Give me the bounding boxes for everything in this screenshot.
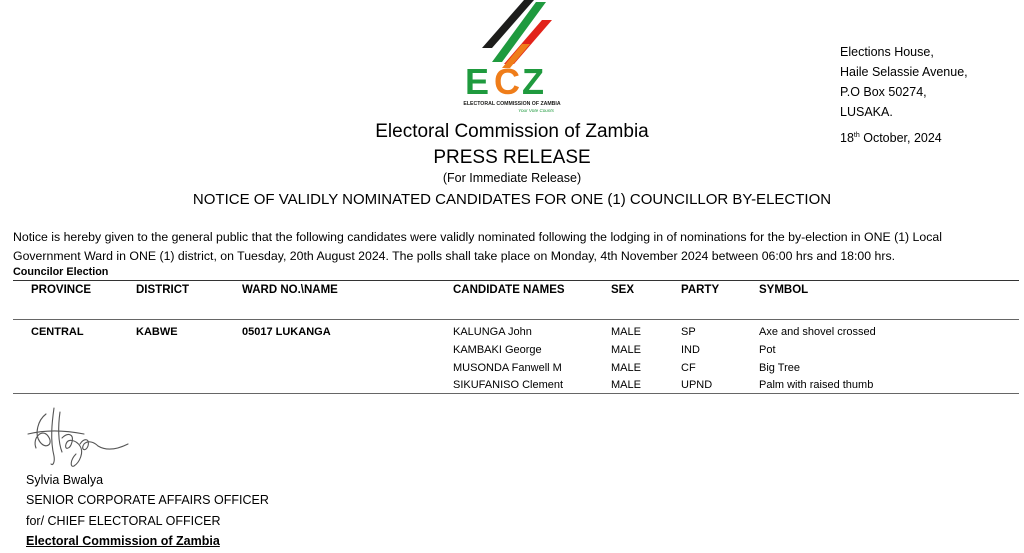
org-title: Electoral Commission of Zambia xyxy=(375,121,649,142)
signatory-for: for/ CHIEF ELECTORAL OFFICER xyxy=(26,514,221,528)
logo-letter-e: E xyxy=(465,61,490,102)
ecz-logo xyxy=(462,0,562,122)
header-sex: SEX xyxy=(611,284,635,296)
header-ward: WARD NO.\NAME xyxy=(242,284,338,296)
cell-district: KABWE xyxy=(136,326,178,338)
logo-caption: ELECTORAL COMMISSION OF ZAMBIA xyxy=(463,101,561,107)
header-candidate-names: CANDIDATE NAMES xyxy=(453,284,565,296)
cell-symbol: Axe and shovel crossed xyxy=(759,326,876,338)
signatory-org: Electoral Commission of Zambia xyxy=(26,534,220,548)
cell-sex: MALE xyxy=(611,362,641,374)
header-province: PROVINCE xyxy=(31,284,92,296)
table-top-rule xyxy=(13,280,1019,281)
signatory-title: SENIOR CORPORATE AFFAIRS OFFICER xyxy=(26,493,269,507)
table-header-rule xyxy=(13,319,1019,320)
notice-line: Government Ward in ONE (1) district, on Tuesday, 20th August 2024. The polls shall take place on Monday, 4th November 2024 between 06:00 hrs and 18:00 hrs. xyxy=(13,249,896,263)
press-release-title: PRESS RELEASE xyxy=(433,147,591,168)
cell-sex: MALE xyxy=(611,344,641,356)
cell-party: IND xyxy=(681,344,700,356)
cell-sex: MALE xyxy=(611,379,641,391)
cell-party: UPND xyxy=(681,379,713,391)
address-line: Haile Selassie Avenue, xyxy=(840,65,968,79)
header-symbol: SYMBOL xyxy=(759,284,809,296)
date-rest: October, 2024 xyxy=(859,131,942,145)
address-line: P.O Box 50274, xyxy=(840,85,927,99)
immediate-release-note: (For Immediate Release) xyxy=(442,171,582,185)
notice-line: Notice is hereby given to the general public that the following candidates were validly nominated following the lodging in of nominations for the by-election in ONE (1) Local xyxy=(13,230,942,244)
cell-candidate-name: SIKUFANISO Clement xyxy=(453,379,564,391)
cell-symbol: Big Tree xyxy=(759,362,800,374)
logo-stripes xyxy=(482,0,552,68)
cell-province: CENTRAL xyxy=(31,326,84,338)
handwritten-signature xyxy=(24,404,134,472)
signatory-name: Sylvia Bwalya xyxy=(26,473,104,487)
header-district: DISTRICT xyxy=(136,284,190,296)
logo-letter-z: Z xyxy=(522,61,544,102)
cell-party: CF xyxy=(681,362,696,374)
notice-title: NOTICE OF VALIDLY NOMINATED CANDIDATES FOR ONE (1) COUNCILLOR BY-ELECTION xyxy=(192,191,832,208)
cell-symbol: Pot xyxy=(759,344,776,356)
cell-sex: MALE xyxy=(611,326,641,338)
address-block xyxy=(840,42,968,122)
cell-candidate-name: KALUNGA John xyxy=(453,326,532,338)
date-day: 18 xyxy=(840,131,854,145)
address-line: Elections House, xyxy=(840,45,934,59)
cell-party: SP xyxy=(681,326,696,338)
date-suffix: th xyxy=(853,131,860,139)
cell-candidate-name: MUSONDA Fanwell M xyxy=(453,362,562,374)
notice-body xyxy=(13,228,1003,266)
cell-candidate-name: KAMBAKI George xyxy=(453,344,542,356)
cell-symbol: Palm with raised thumb xyxy=(759,379,874,391)
cell-ward: 05017 LUKANGA xyxy=(242,326,331,338)
section-label: Councilor Election xyxy=(13,266,109,278)
address-line: LUSAKA. xyxy=(840,105,893,119)
header-party: PARTY xyxy=(681,284,720,296)
logo-tagline: Your Vote Counts xyxy=(518,108,554,113)
logo-letter-c: C xyxy=(494,61,520,102)
table-bottom-rule xyxy=(13,393,1019,394)
